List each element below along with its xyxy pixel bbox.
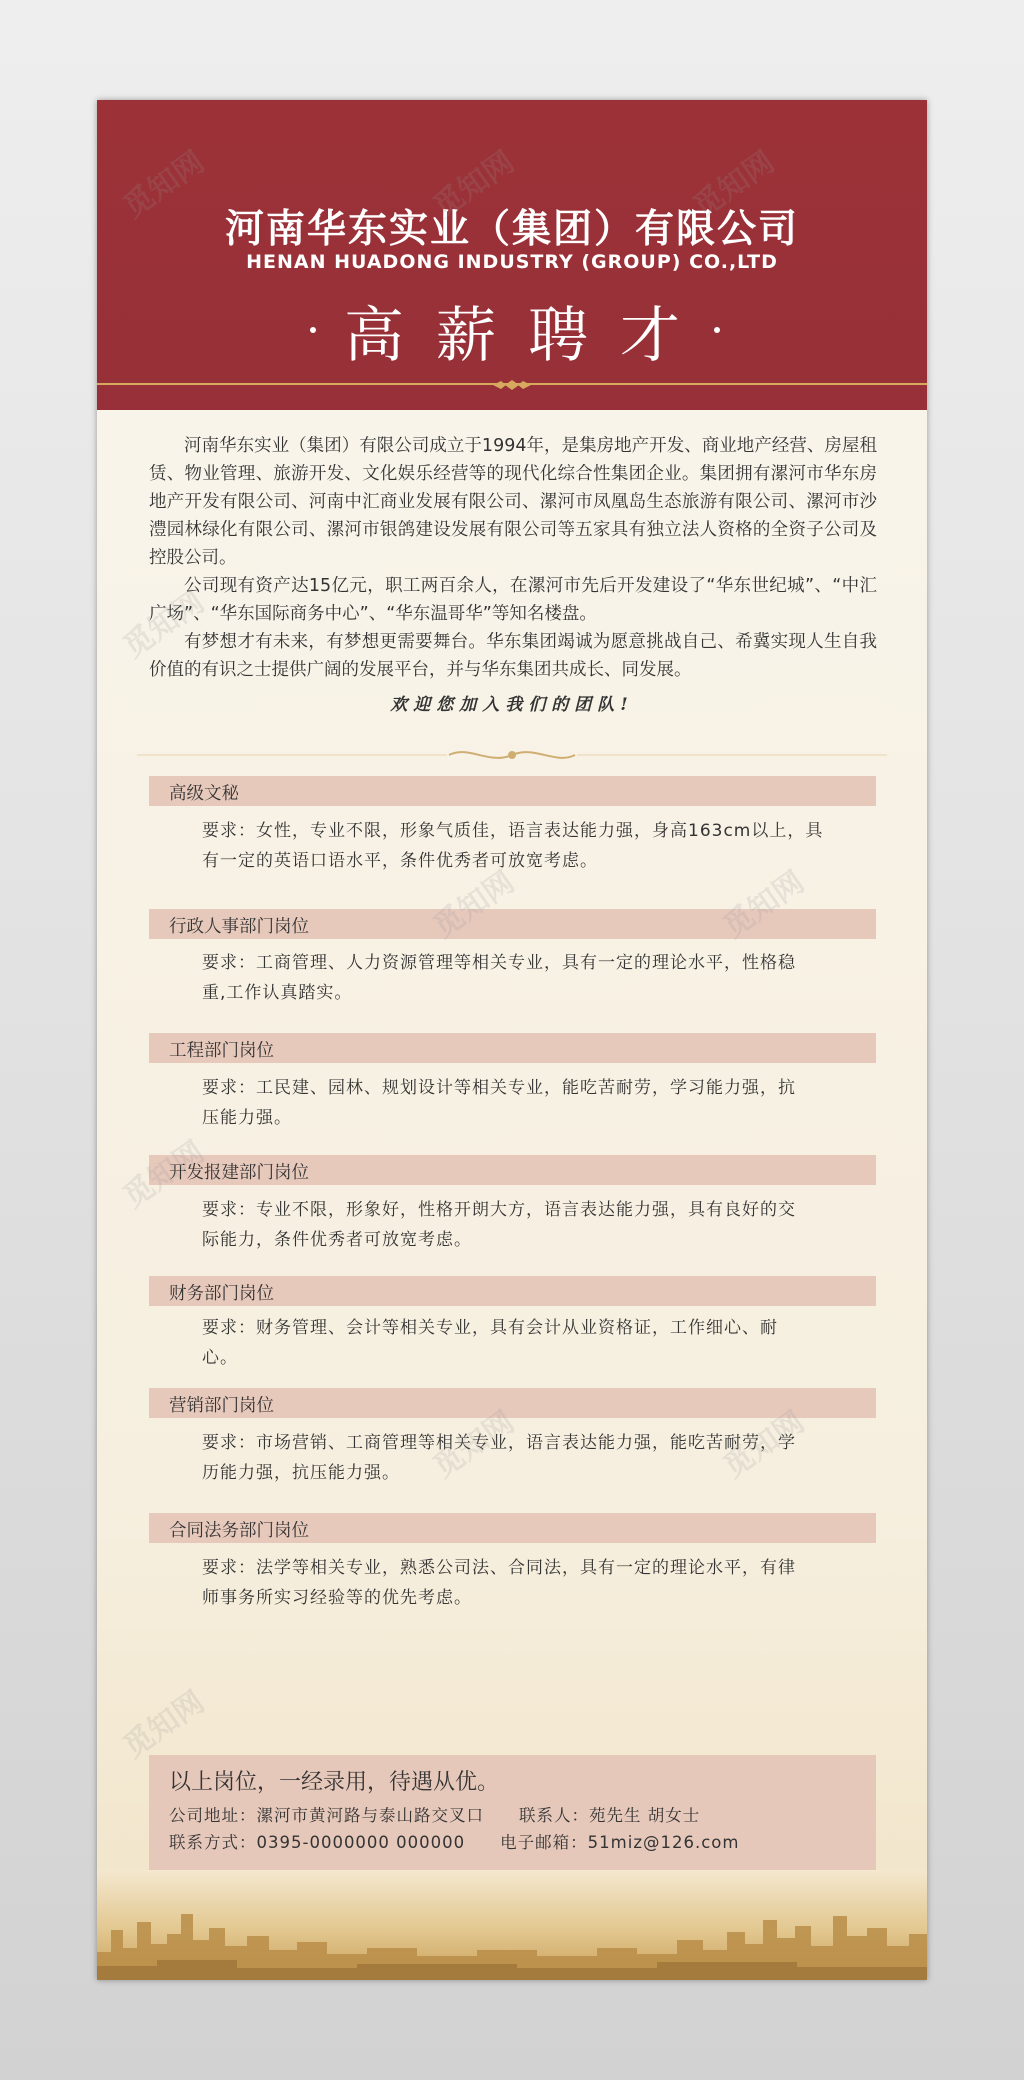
job-title-bar	[149, 776, 876, 806]
job-title-bar	[149, 909, 876, 939]
slogan-dot-right	[714, 327, 720, 333]
job-title-bar	[149, 1033, 876, 1063]
recruitment-poster	[97, 100, 927, 1980]
intro-paragraph-2: 公司现有资产达15亿元，职工两百余人，在漯河市先后开发建设了“华东世纪城”、“中汇广场”、“华东国际商务中心”、“华东温哥华”等知名楼盘。	[149, 576, 877, 624]
job-title: 高级文秘	[169, 784, 239, 804]
company-name-cn: 河南华东实业（集团）有限公司	[224, 207, 799, 252]
intro-paragraph-1: 河南华东实业（集团）有限公司成立于1994年，是集房地产开发、商业地产经营、房屋租赁、物业管理、旅游开发、文化娱乐经营等的现代化综合性集团企业。集团拥有漯河市华东房地产开发有限公司、河南中汇商业发展有限公司、漯河市凤凰岛生态旅游有限公司、漯河市沙澧园林绿化有限公司、漯河市银鸽建设发展有限公司等五家具有独立法人资格的全资子公司及控股公司。	[149, 436, 877, 568]
contact-box	[149, 1755, 876, 1870]
content-area	[97, 410, 927, 1980]
job-requirement-line: 心。	[202, 1348, 238, 1368]
job-title-bar	[149, 1513, 876, 1543]
company-name-en: HENAN HUADONG INDUSTRY (GROUP) CO.,LTD	[246, 251, 778, 273]
job-requirement-line: 要求：工商管理、人力资源管理等相关专业，具有一定的理论水平，性格稳	[202, 953, 796, 973]
job-requirement-line: 际能力，条件优秀者可放宽考虑。	[202, 1230, 472, 1250]
job-requirement-line: 要求：财务管理、会计等相关专业，具有会计从业资格证，工作细心、耐	[202, 1318, 778, 1338]
job-title: 开发报建部门岗位	[169, 1163, 309, 1183]
contact-info: 联系方式：0395-0000000 000000 电子邮箱：51miz@126.com	[169, 1833, 740, 1852]
job-title: 工程部门岗位	[169, 1041, 274, 1061]
job-title: 财务部门岗位	[169, 1284, 274, 1304]
intro-paragraph-3: 有梦想才有未来，有梦想更需要舞台。华东集团竭诚为愿意挑战自己、希冀实现人生自我价值的有识之士提供广阔的发展平台，并与华东集团共成长、同发展。	[149, 632, 877, 680]
company-intro	[149, 432, 877, 684]
job-title-bar	[149, 1276, 876, 1306]
company-address: 公司地址：漯河市黄河路与泰山路交叉口 联系人：苑先生 胡女士	[169, 1806, 701, 1825]
job-title-bar	[149, 1155, 876, 1185]
job-requirement	[202, 1313, 874, 1373]
job-requirement-line: 历能力强，抗压能力强。	[202, 1463, 400, 1483]
job-requirement-line: 要求：专业不限，形象好，性格开朗大方，语言表达能力强，具有良好的交	[202, 1200, 796, 1220]
job-title-bar	[149, 1388, 876, 1418]
header-banner	[97, 100, 927, 410]
job-requirement	[202, 1073, 874, 1133]
job-requirement	[202, 1553, 874, 1613]
job-requirement-line: 要求：法学等相关专业，熟悉公司法、合同法，具有一定的理论水平，有律	[202, 1558, 796, 1578]
job-requirement-line: 要求：女性，专业不限，形象气质佳，语言表达能力强，身高163cm以上，具	[202, 821, 824, 841]
job-title: 行政人事部门岗位	[169, 917, 309, 937]
flourish-divider-icon	[97, 743, 927, 767]
job-requirement-line: 重,工作认真踏实。	[202, 983, 353, 1003]
gold-ornament-icon	[493, 378, 531, 392]
job-requirement-line: 要求：市场营销、工商管理等相关专业，语言表达能力强，能吃苦耐劳，学	[202, 1433, 796, 1453]
slogan-title: 高薪聘才	[344, 301, 712, 371]
job-requirement	[202, 816, 874, 876]
job-title: 合同法务部门岗位	[169, 1521, 309, 1541]
benefits-headline: 以上岗位，一经录用，待遇从优。	[169, 1770, 500, 1795]
job-requirement	[202, 948, 874, 1008]
job-requirement	[202, 1195, 874, 1255]
job-requirement	[202, 1428, 874, 1488]
job-requirement-line: 压能力强。	[202, 1108, 292, 1128]
welcome-text: 欢迎您加入我们的团队!	[390, 695, 634, 715]
job-requirement-line: 有一定的英语口语水平，条件优秀者可放宽考虑。	[202, 851, 598, 871]
job-requirement-line: 师事务所实习经验等的优先考虑。	[202, 1588, 472, 1608]
job-title: 营销部门岗位	[169, 1396, 274, 1416]
job-requirement-line: 要求：工民建、园林、规划设计等相关专业，能吃苦耐劳，学习能力强，抗	[202, 1078, 796, 1098]
city-skyline-icon	[97, 1870, 927, 1980]
